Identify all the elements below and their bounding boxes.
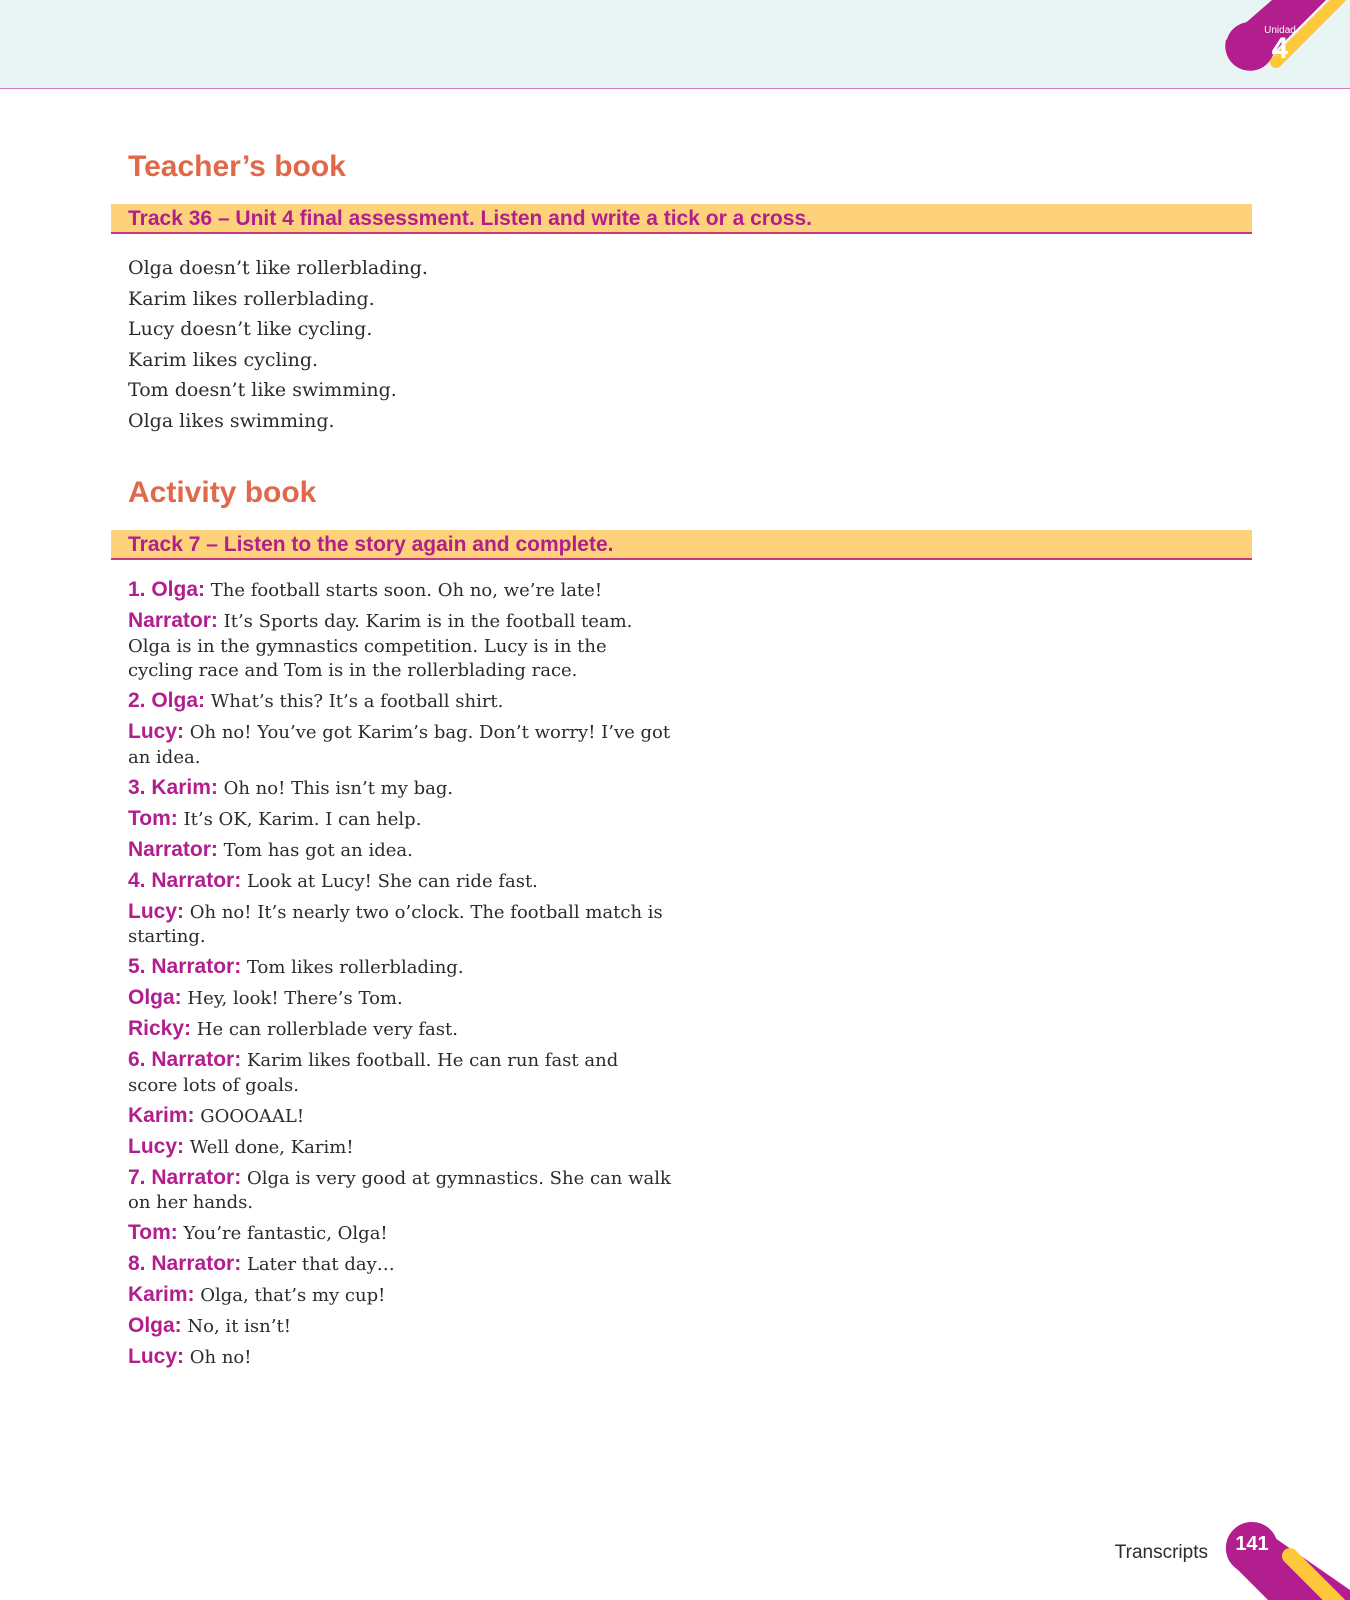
speaker-label: Olga:	[128, 986, 182, 1009]
dialogue-text: Oh no! You’ve got Karim’s bag. Don’t worry! I’ve got an idea.	[128, 722, 671, 768]
dialogue-line	[128, 1166, 673, 1216]
speaker-label: 2. Olga:	[128, 689, 206, 712]
activity-book-lines	[128, 578, 673, 1376]
speaker-label: Lucy:	[128, 720, 185, 743]
dialogue-text: What’s this? It’s a football shirt.	[210, 691, 504, 712]
dialogue-line	[128, 1135, 673, 1161]
dialogue-text: It’s Sports day. Karim is in the football team. Olga is in the gymnastics competition. Lucy is in the cycling race and Tom is in the rollerblading race.	[128, 611, 633, 681]
dialogue-text: Oh no! This isn’t my bag.	[223, 777, 454, 799]
speaker-label: Lucy:	[128, 899, 185, 923]
dialogue-line	[128, 1314, 673, 1340]
transcript-line: Olga likes swimming.	[128, 409, 335, 432]
dialogue-text: The football starts soon. Oh no, we’re late!	[210, 580, 603, 601]
speaker-label: 6. Narrator:	[128, 1048, 242, 1071]
dialogue-line	[128, 986, 673, 1012]
speaker-label: Narrator:	[128, 609, 218, 632]
activity-book-track-heading: Track 7 – Listen to the story again and complete.	[111, 530, 1252, 560]
dialogue-text: Oh no!	[189, 1347, 252, 1368]
dialogue-text: Tom likes rollerblading.	[246, 957, 464, 978]
dialogue-text: Well done, Karim!	[189, 1136, 354, 1158]
dialogue-text: Look at Lucy! She can ride fast.	[246, 870, 538, 892]
transcript-line: Karim likes rollerblading.	[128, 287, 375, 310]
activity-book-title: Activity book	[128, 476, 317, 509]
dialogue-line	[128, 900, 673, 950]
speaker-label: 5. Narrator:	[128, 955, 242, 978]
speaker-label: Karim:	[128, 1103, 195, 1127]
dialogue-text: Olga, that’s my cup!	[200, 1285, 386, 1306]
dialogue-text: It’s OK, Karim. I can help.	[183, 808, 422, 830]
dialogue-line	[128, 578, 673, 604]
dialogue-line	[128, 1252, 673, 1278]
speaker-label: Olga:	[128, 1314, 182, 1337]
dialogue-line	[128, 869, 673, 895]
dialogue-line	[128, 1104, 673, 1130]
dialogue-line	[128, 776, 673, 802]
dialogue-text: He can rollerblade very fast.	[196, 1019, 458, 1040]
dialogue-line	[128, 689, 673, 715]
dialogue-text: Tom has got an idea.	[223, 839, 413, 861]
speaker-label: Lucy:	[128, 1345, 185, 1368]
dialogue-line	[128, 1283, 673, 1309]
dialogue-text: Karim likes football. He can run fast and score lots of goals.	[128, 1050, 619, 1096]
dialogue-line	[128, 955, 673, 981]
transcript-line: Lucy doesn’t like cycling.	[128, 318, 373, 341]
transcript-line: Tom doesn’t like swimming.	[128, 379, 397, 402]
speaker-label: Karim:	[128, 1283, 195, 1306]
speaker-label: Lucy:	[128, 1134, 185, 1158]
dialogue-line	[128, 1221, 673, 1247]
dialogue-line	[128, 807, 673, 833]
speaker-label: Narrator:	[128, 837, 218, 861]
speaker-label: 7. Narrator:	[128, 1165, 242, 1189]
speaker-label: 4. Narrator:	[128, 868, 242, 892]
dialogue-line	[128, 1345, 673, 1371]
page-number: 141	[1235, 1533, 1269, 1555]
unit-number: 4	[1271, 32, 1289, 65]
speaker-label: 3. Karim:	[128, 775, 218, 799]
header-band	[0, 0, 1350, 89]
speaker-label: Ricky:	[128, 1017, 192, 1040]
dialogue-line	[128, 838, 673, 864]
speaker-label: 1. Olga:	[128, 578, 206, 601]
transcript-line: Olga doesn’t like rollerblading.	[128, 257, 428, 279]
dialogue-line	[128, 1048, 673, 1098]
transcript-line: Karim likes cycling.	[128, 348, 319, 371]
speaker-label: Tom:	[128, 1221, 178, 1244]
dialogue-text: Hey, look! There’s Tom.	[187, 988, 403, 1009]
footer-section-label: Transcripts	[1114, 1542, 1208, 1563]
dialogue-text: You’re fantastic, Olga!	[183, 1223, 388, 1244]
teachers-book-title: Teacher’s book	[128, 150, 346, 183]
dialogue-text: GOOOAAL!	[200, 1105, 305, 1127]
dialogue-text: Olga is very good at gymnastics. She can walk on her hands.	[128, 1167, 671, 1213]
dialogue-line	[128, 720, 673, 770]
dialogue-text: No, it isn’t!	[187, 1316, 291, 1337]
dialogue-line	[128, 1017, 673, 1043]
speaker-label: Tom:	[128, 806, 178, 830]
unit-label: Unidad	[1264, 25, 1296, 36]
dialogue-text: Later that day…	[246, 1254, 395, 1275]
dialogue-text: Oh no! It’s nearly two o’clock. The football match is starting.	[128, 901, 663, 947]
teachers-book-track-heading: Track 36 – Unit 4 final assessment. Listen and write a tick or a cross.	[111, 204, 1252, 234]
teachers-book-lines	[128, 253, 428, 437]
dialogue-line	[128, 609, 673, 684]
speaker-label: 8. Narrator:	[128, 1252, 242, 1275]
